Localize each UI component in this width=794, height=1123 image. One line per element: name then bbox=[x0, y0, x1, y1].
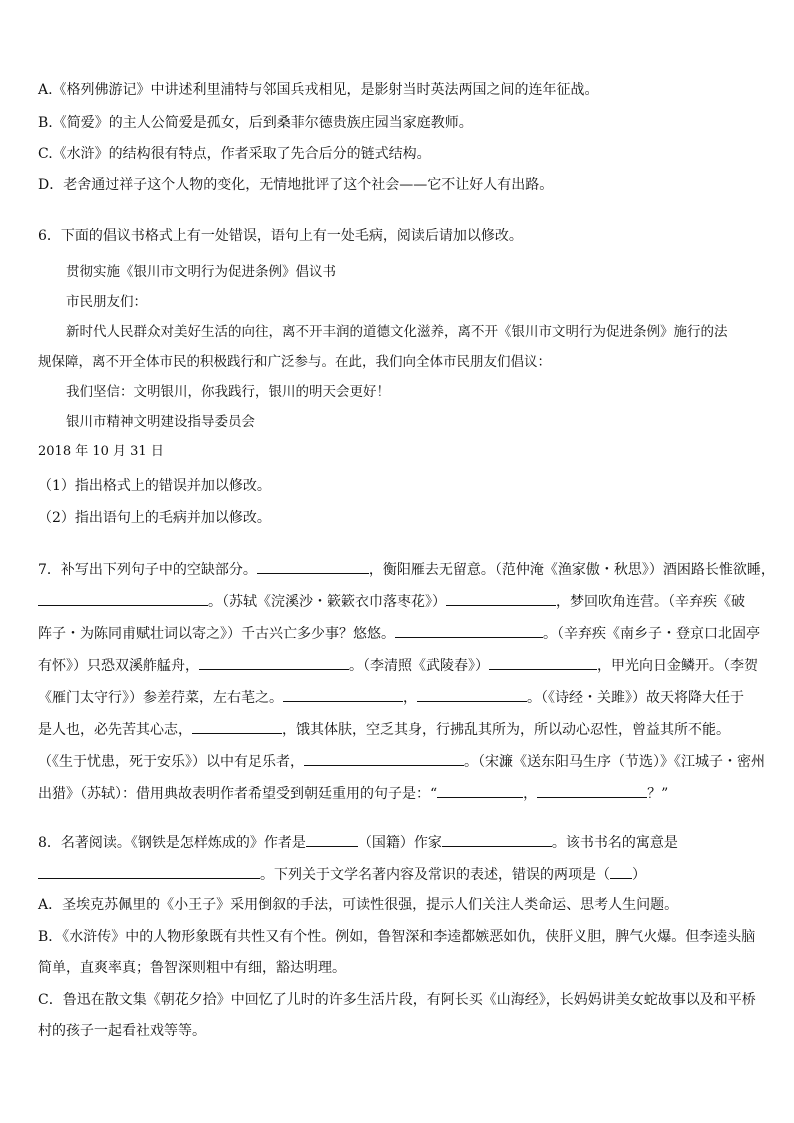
answer-blank[interactable] bbox=[437, 783, 523, 798]
q6-stem: 6．下面的倡议书格式上有一处错误，语句上有一处毛病，阅读后请加以修改。 bbox=[38, 228, 523, 244]
q5-option-a: A.《格列佛游记》中讲述利里浦特与邻国兵戎相见，是影射当时英法两国之间的连年征战。 bbox=[38, 82, 599, 98]
q7-line-2: 。（苏轼《浣溪沙・簌簌衣巾落枣花》） ，梦回吹角连营。（辛弃疾《破 bbox=[38, 591, 745, 612]
answer-blank[interactable] bbox=[192, 719, 282, 734]
answer-blank[interactable] bbox=[257, 559, 369, 574]
q6-letter-title: 贯彻实施《银川市文明行为促进条例》倡议书 bbox=[66, 264, 336, 280]
q8-option-b-line1: B．《水浒传》中的人物形象既有共性又有个性。例如，鲁智深和李逵都嫉恶如仇，侠肝义胆，脾气火爆。但李逵头脑 bbox=[38, 929, 756, 945]
answer-blank[interactable] bbox=[38, 864, 260, 879]
q6-subquestion-2: （2）指出语句上的毛病并加以修改。 bbox=[38, 510, 271, 526]
q8-option-c-line2: 村的孩子一起看社戏等等。 bbox=[38, 1023, 206, 1039]
q6-body-line1: 新时代人民群众对美好生活的向往，离不开丰润的道德文化滋养，离不开《银川市文明行为促进条例》施行的法 bbox=[66, 324, 728, 340]
q8-line-2: 。下列关于文学名著内容及常识的表述，错误的两项是（ ） bbox=[38, 864, 646, 885]
q5-option-c: C.《水浒》的结构很有特点，作者采取了先合后分的链式结构。 bbox=[38, 146, 431, 162]
q6-signature: 银川市精神文明建设指导委员会 bbox=[66, 414, 255, 430]
q8-line-1: 8．名著阅读。《钢铁是怎样炼成的》作者是 （国籍）作家 。该书书名的寓意是 bbox=[38, 832, 678, 853]
q6-salutation: 市民朋友们： bbox=[66, 294, 147, 310]
q6-date: 2018 年 10 月 31 日 bbox=[38, 444, 164, 459]
answer-blank[interactable] bbox=[283, 687, 403, 702]
answer-blank[interactable] bbox=[610, 864, 632, 879]
q7-line-8: 出猎》（苏轼）：借用典故表明作者希望受到朝廷重用的句子是：“ ， ？” bbox=[38, 783, 668, 804]
answer-blank[interactable] bbox=[489, 655, 597, 670]
q7-line-1: 7．补写出下列句子中的空缺部分。 ，衡阳雁去无留意。（范仲淹《渔家傲・秋思》）酒困路长惟欲睡， bbox=[38, 559, 775, 580]
answer-blank[interactable] bbox=[199, 655, 349, 670]
q7-line-4: 有怀》）只恐双溪舴艋舟， 。（李清照《武陵春》） ，甲光向日金鳞开。（李贺 bbox=[38, 655, 758, 676]
q6-subquestion-1: （1）指出格式上的错误并加以修改。 bbox=[38, 478, 271, 494]
q5-option-d: D．老舍通过祥子这个人物的变化，无情地批评了这个社会——它不让好人有出路。 bbox=[38, 177, 554, 193]
answer-blank[interactable] bbox=[304, 751, 464, 766]
answer-blank[interactable] bbox=[306, 832, 358, 847]
answer-blank[interactable] bbox=[537, 783, 647, 798]
answer-blank[interactable] bbox=[395, 623, 543, 638]
q5-option-b: B.《简爱》的主人公简爱是孤女，后到桑菲尔德贵族庄园当家庭教师。 bbox=[38, 115, 473, 131]
answer-blank[interactable] bbox=[38, 591, 208, 606]
answer-blank[interactable] bbox=[442, 832, 552, 847]
answer-blank[interactable] bbox=[417, 687, 527, 702]
q8-option-a: A．圣埃克苏佩里的《小王子》采用倒叙的手法，可读性很强，提示人们关注人类命运、思考人生问题。 bbox=[38, 897, 679, 913]
q7-line-6: 是人也，必先苦其心志， ，饿其体肤，空乏其身，行拂乱其所为，所以动心忍性，曾益其所不能。 bbox=[38, 719, 730, 740]
q7-line-3: 阵子・为陈同甫赋壮词以寄之》）千古兴亡多少事？悠悠。 。（辛弃疾《南乡子・登京口北固亭 bbox=[38, 623, 760, 644]
q8-option-c-line1: C．鲁迅在散文集《朝花夕拾》中回忆了儿时的许多生活片段，有阿长买《山海经》，长妈妈讲美女蛇故事以及和平桥 bbox=[38, 992, 756, 1008]
q7-line-5: 《雁门太守行》）参差荇菜，左右芼之。 ， 。（《诗经・关雎》）故天将降大任于 bbox=[38, 687, 744, 708]
q7-line-7: （《生于忧患，死于安乐》）以中有足乐者， 。（宋濂《送东阳马生序（节选）》《江城子・密州 bbox=[38, 751, 765, 772]
q8-option-b-line2: 简单，直爽率真；鲁智深则粗中有细，豁达明理。 bbox=[38, 960, 346, 976]
q6-body-line2: 规保障，离不开全体市民的积极践行和广泛参与。在此，我们向全体市民朋友们倡议： bbox=[38, 354, 551, 370]
q6-slogan: 我们坚信：文明银川，你我践行，银川的明天会更好！ bbox=[66, 384, 390, 400]
answer-blank[interactable] bbox=[446, 591, 556, 606]
